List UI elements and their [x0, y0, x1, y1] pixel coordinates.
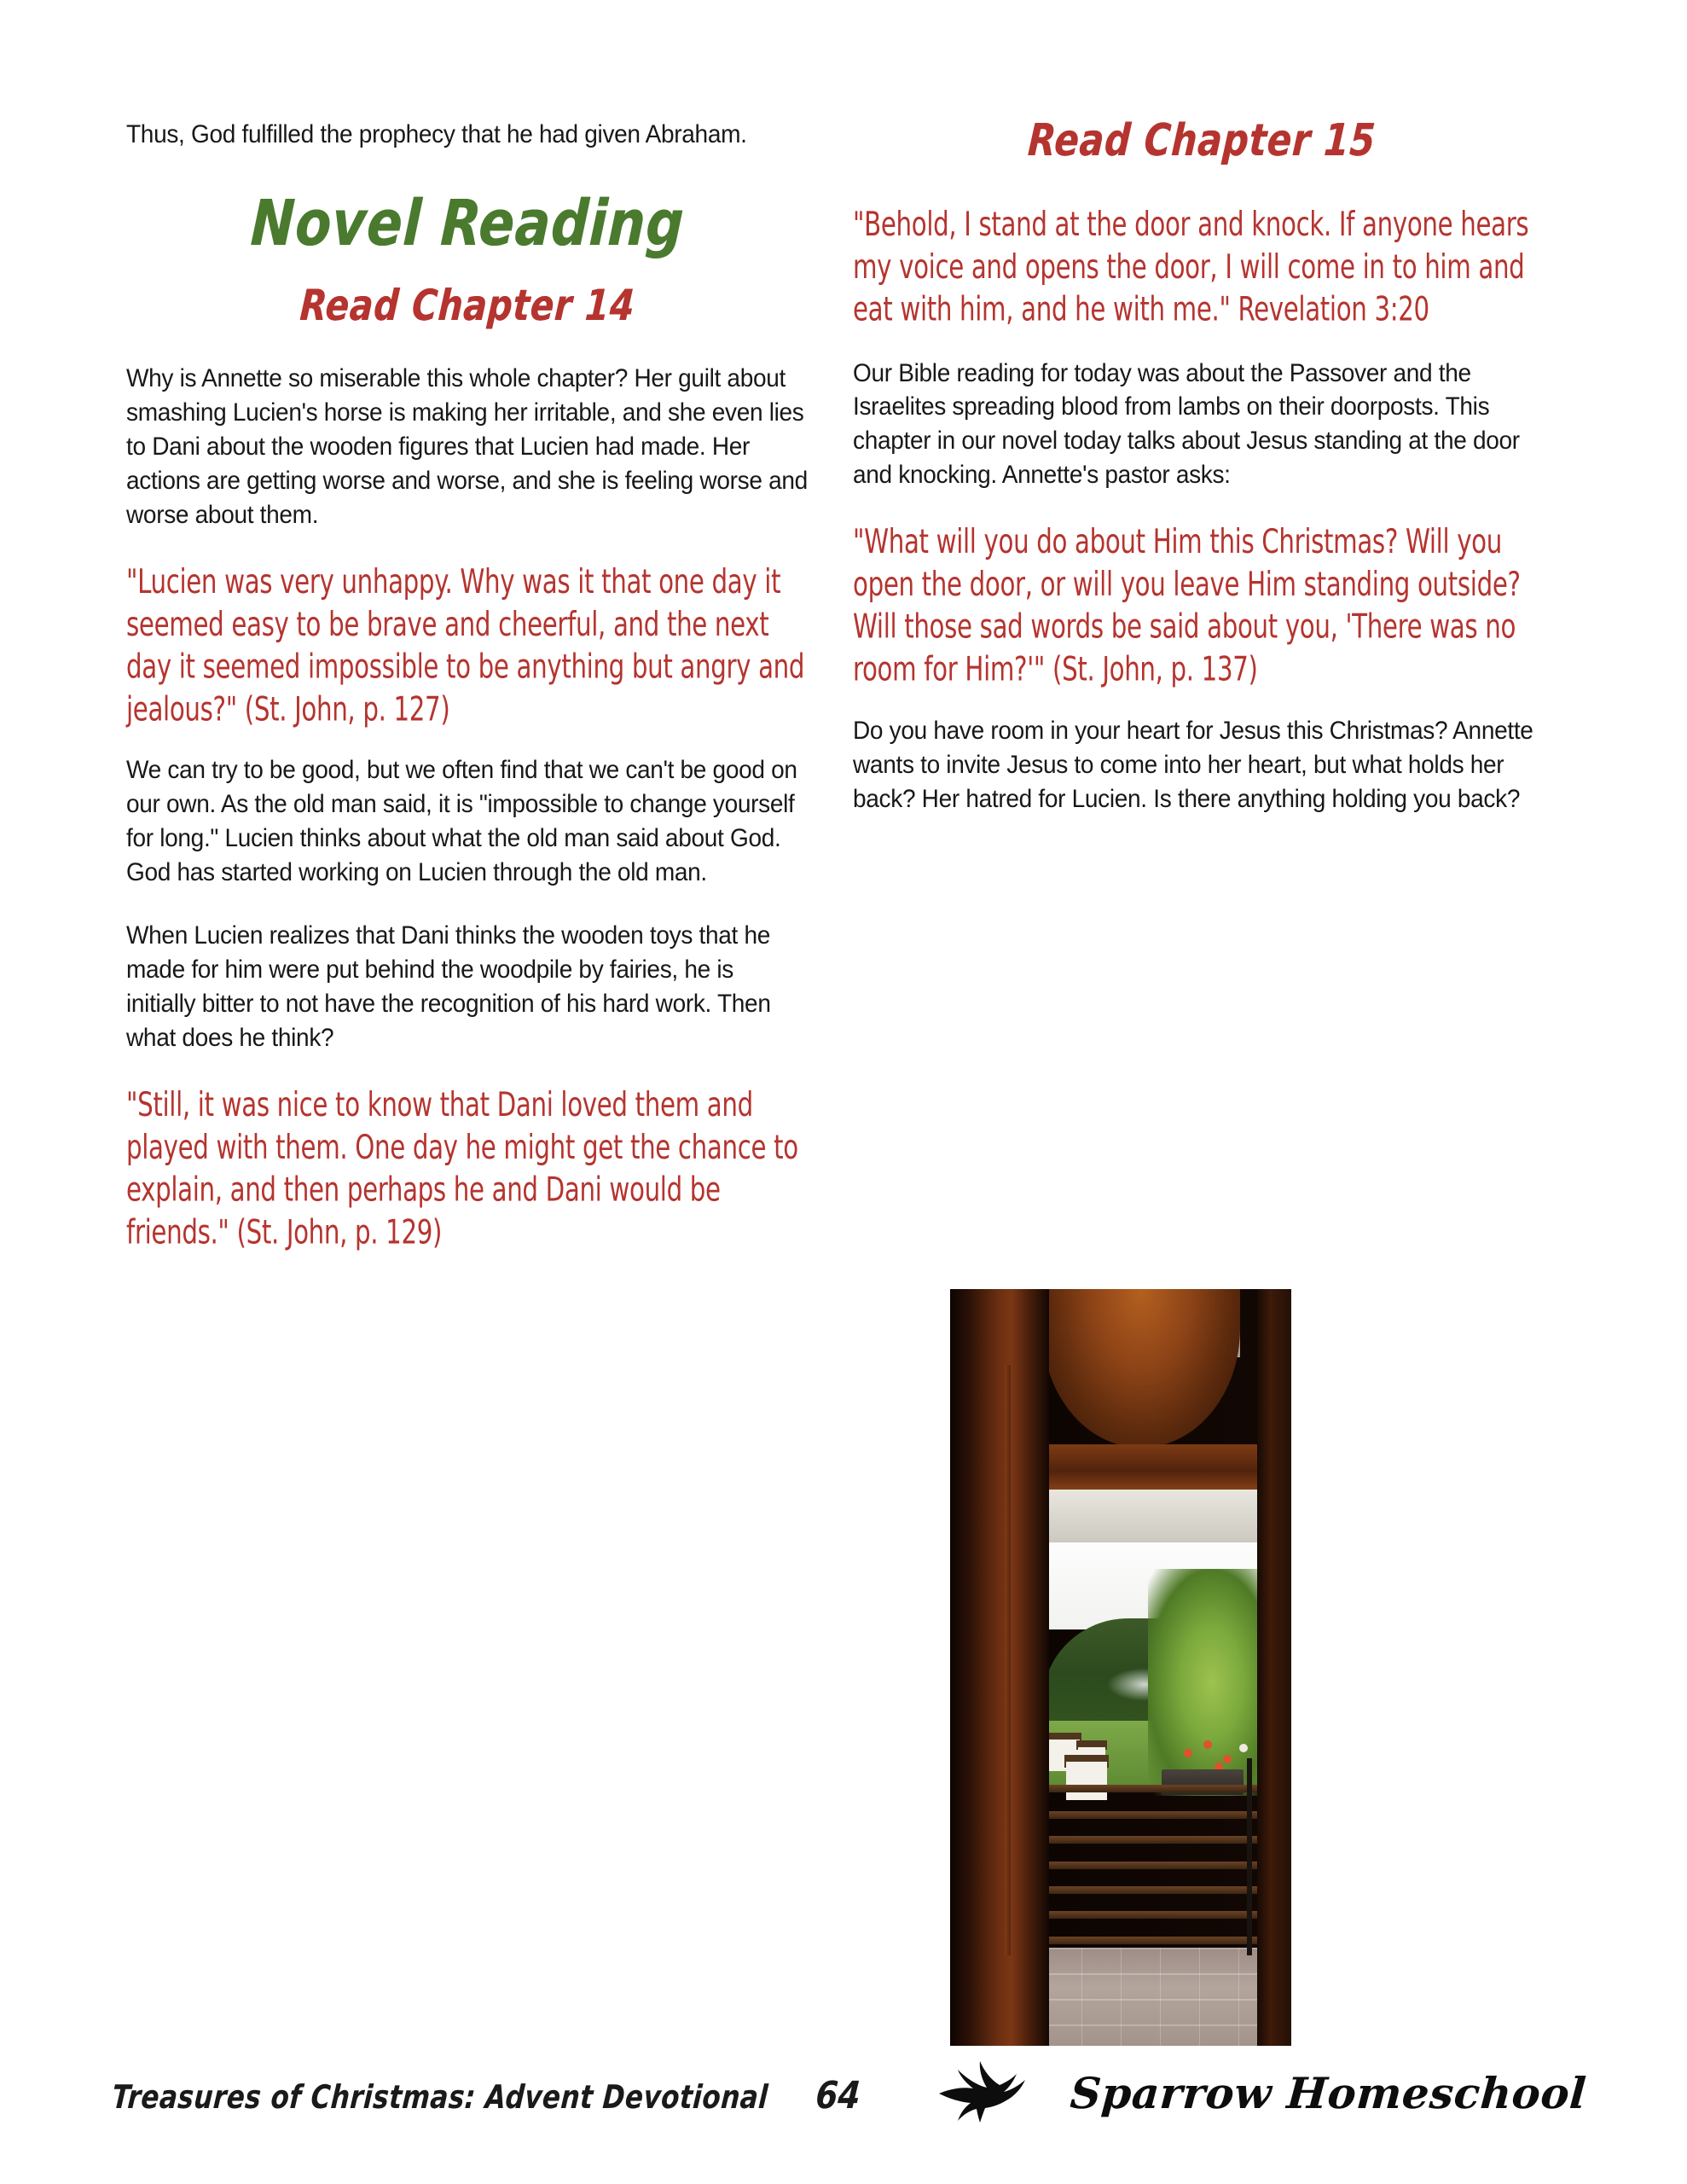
door-frame-left — [950, 1289, 1049, 2046]
page-footer — [0, 2041, 1687, 2143]
window-blind — [1042, 1490, 1257, 1542]
photo-contents — [950, 1289, 1291, 2046]
balcony-floor — [1042, 1948, 1257, 2046]
read-chapter-15-heading: Read Chapter 15 — [1026, 115, 1377, 166]
door-frame-right — [1257, 1289, 1291, 2046]
publisher-logo — [932, 2056, 1589, 2129]
page-number: 64 — [814, 2074, 862, 2117]
right-quote-1: "What will you do about Him this Christmas? Will you open the door, or will you leave Him standing outside? Will those sad words be said about you, 'There was no room for Him?'" (St. John, p. 137) — [853, 522, 1521, 689]
left-paragraph-1: Why is Annette so miserable this whole chapter? Her guilt about smashing Lucien's horse is making her irritable, and she even lies to Dani about the wooden figures that Lucien had made. Her actions are getting worse and worse, and she is feeling worse and worse about them. — [126, 364, 808, 529]
left-paragraph-2: We can try to be good, but we often find that we can't be good on our own. As the old man said, it is "impossible to change yourself for long." Lucien thinks about what the old man said about God. God has started working on Lucien through the old man. — [126, 756, 797, 887]
balcony-railing — [1042, 1785, 1257, 1951]
scripture-quote: "Behold, I stand at the door and knock. If anyone hears my voice and opens the door, I will come in to him and eat with him, and he with me." Revelation 3:20 — [853, 204, 1529, 328]
intro-paragraph: Thus, God fulfilled the prophecy that he had given Abraham. — [126, 120, 747, 148]
right-paragraph-1: Our Bible reading for today was about the Passover and the Israelites spreading blood from lambs on their doorposts. This chapter in our novel today talks about Jesus standing at the door and knocking. Annette's pastor asks: — [853, 358, 1520, 490]
novel-reading-heading: Novel Reading — [248, 186, 687, 260]
left-quote-1: "Lucien was very unhappy. Why was it that one day it seemed easy to be brave and cheerful, and the next day it seemed impossible to be anything but angry and jealous?" (St. John, p. 127) — [126, 561, 805, 729]
left-quote-2: "Still, it was nice to know that Dani loved them and played with them. One day he might get the chance to explain, and then perhaps he and Dani would be friends." (St. John, p. 129) — [126, 1084, 798, 1252]
flying-bird-icon — [932, 2056, 1060, 2129]
left-paragraph-3: When Lucien realizes that Dani thinks the wooden toys that he made for him were put behind the woodpile by fairies, he is initially bitter to not have the recognition of his hard work. Then what does he think? — [126, 921, 771, 1052]
footer-book-title: Treasures of Christmas: Advent Devotional — [111, 2078, 770, 2116]
right-paragraph-2: Do you have room in your heart for Jesus this Christmas? Annette wants to invite Jesus to come into her heart, but what holds her back? Her hatred for Lucien. Is there anything holding you back? — [853, 717, 1533, 813]
open-door-balcony-photo — [950, 1289, 1291, 2046]
left-column — [126, 118, 809, 1277]
read-chapter-14-heading: Read Chapter 14 — [299, 280, 637, 330]
brand-name: Sparrow Homeschool — [1069, 2067, 1589, 2118]
right-column — [853, 115, 1551, 816]
